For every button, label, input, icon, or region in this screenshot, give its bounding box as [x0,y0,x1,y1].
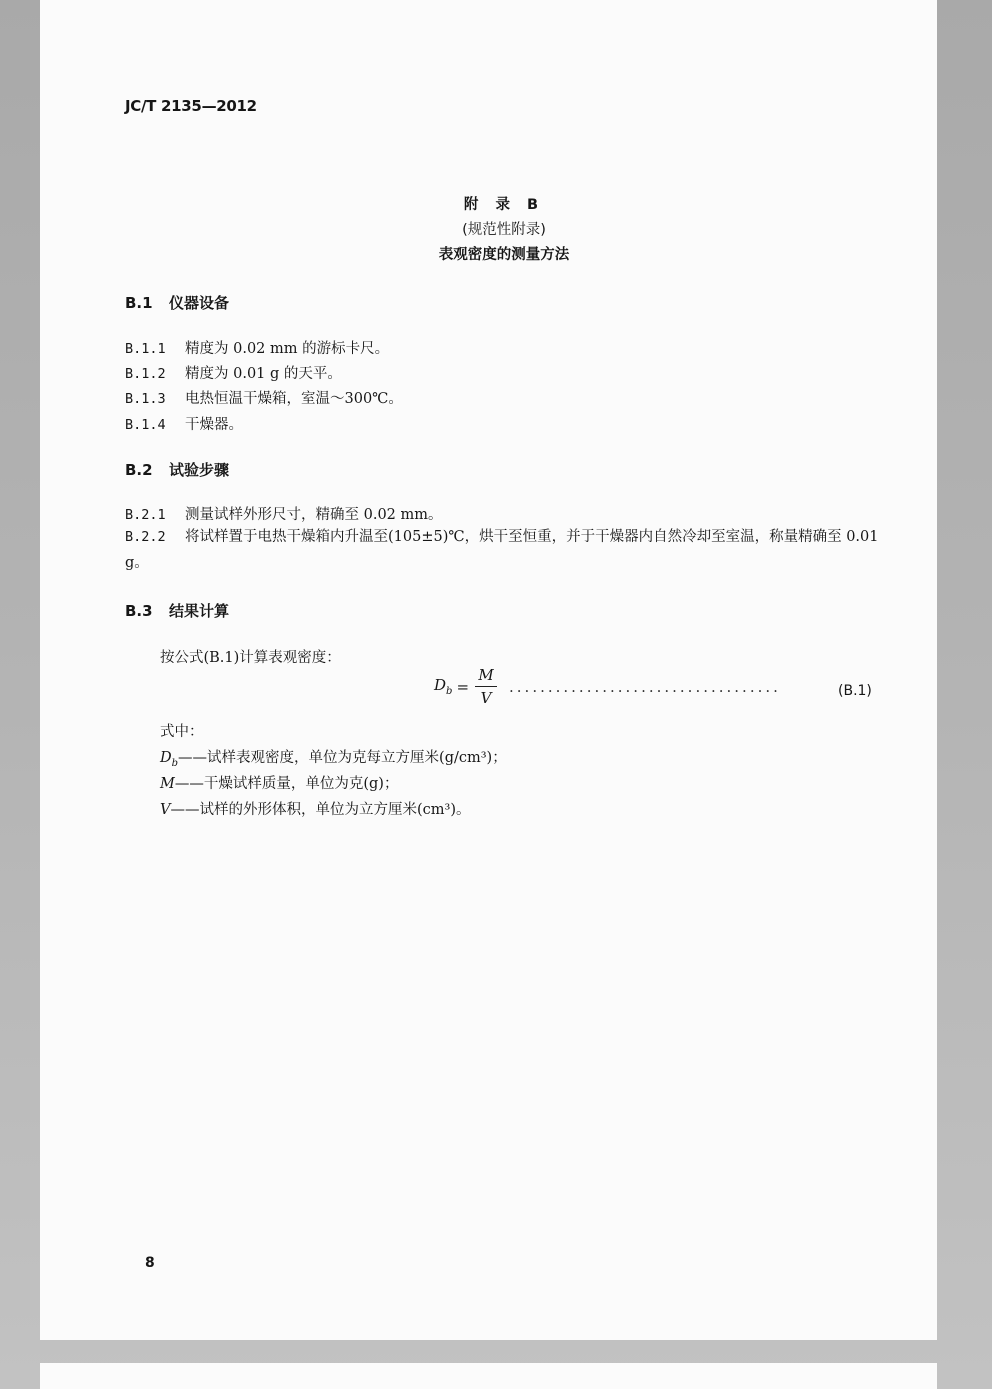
section-heading-b3 [125,600,229,621]
formula-number: (B.1) [838,683,872,699]
formula-fraction [475,666,497,707]
variable-v: V——试样的外形体积，单位为立方厘米(cm³)。 [160,802,471,818]
clause-b2-1 [125,503,443,524]
clause-text: 干燥器。 [185,417,243,433]
clause-text: 测量试样外形尺寸，精确至 0.02 mm。 [185,507,443,523]
appendix-title: 表观密度的测量方法 [438,247,570,263]
appendix-label: 附 录 B [463,197,545,213]
clause-b2-2 [125,524,890,576]
appendix-nature: (规范性附录) [462,222,546,238]
section-heading-b1 [125,292,229,313]
clause-number: B.2.1 [125,507,166,523]
standard-code: JC/T 2135—2012 [125,97,257,115]
section-title: 仪器设备 [169,294,230,312]
page-number: 8 [145,1255,155,1271]
formula-b1 [434,666,781,707]
section-number: B.2 [125,461,153,479]
formula-lhs: $D_b$ [434,676,453,697]
section-heading-b2 [125,459,229,480]
formula-leader-dots: ................................... [509,677,781,696]
clause-number: B.2.2 [125,529,166,545]
clause-text: 精度为 0.02 mm 的游标卡尺。 [185,341,390,357]
clause-number: B.1.2 [125,366,166,382]
clause-text: 精度为 0.01 g 的天平。 [185,366,342,382]
section-number: B.3 [125,602,153,620]
clause-b1-2 [125,362,342,383]
clause-b1-3 [125,387,403,408]
section-title: 结果计算 [169,602,230,620]
formula-equals: = [456,677,470,696]
section-title: 试验步骤 [169,461,230,479]
clause-b1-1 [125,337,389,358]
formula-denominator: V [480,689,492,707]
section-number: B.1 [125,294,153,312]
clause-b1-4 [125,413,243,434]
clause-text: 将试样置于电热干燥箱内升温至(105±5)℃，烘干至恒重，并于干燥器内自然冷却至室温，称量精确至 0.01 g。 [125,529,879,571]
clause-text: 电热恒温干燥箱，室温～300℃。 [185,391,403,407]
clause-number: B.1.1 [125,341,166,357]
clause-number: B.1.3 [125,391,166,407]
document-page [40,0,937,1340]
where-label: 式中： [160,724,204,740]
variable-m: M——干燥试样质量，单位为克(g)； [160,776,399,792]
formula-numerator: M [478,666,494,684]
clause-number: B.1.4 [125,417,166,433]
formula-intro: 按公式(B.1)计算表观密度： [160,650,341,666]
variable-db: $D_b——$试样表观密度，单位为克每立方厘米(g/cm³)； [160,750,507,769]
next-page-edge [40,1363,937,1389]
